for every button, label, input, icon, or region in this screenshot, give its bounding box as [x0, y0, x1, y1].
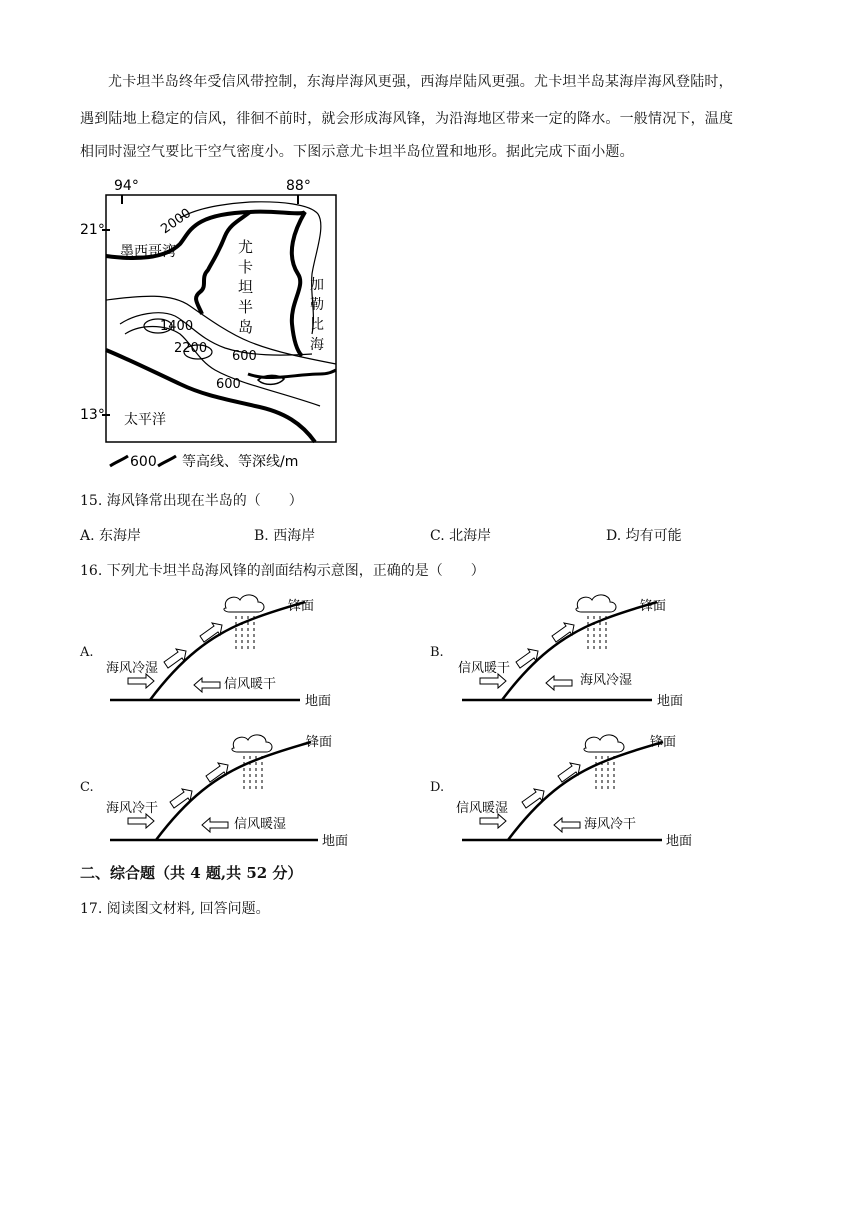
front-label: 锋面	[640, 599, 667, 614]
contour-label-2200: 2200	[174, 341, 208, 356]
rising-arrow-1-icon	[516, 649, 538, 668]
label-caribbean-1: 加	[310, 277, 324, 293]
coastline-south	[106, 350, 315, 442]
left-air-label: 海风冷干	[106, 801, 159, 816]
right-air-label: 海风冷湿	[580, 673, 633, 688]
contour-label-2000: 2000	[158, 205, 195, 238]
label-caribbean-4: 海	[310, 337, 324, 353]
right-arrow-icon	[554, 818, 580, 832]
front-label: 锋面	[306, 735, 333, 750]
front-label: 锋面	[650, 735, 677, 750]
contour-label-600a: 600	[232, 349, 257, 364]
q17-stem: 17. 阅读图文材料, 回答问题。	[80, 901, 270, 917]
ground-label: 地面	[657, 694, 684, 709]
left-air-label: 信风暖干	[458, 661, 511, 676]
right-air-label: 信风暖湿	[234, 817, 287, 832]
left-arrow-icon	[128, 674, 154, 688]
intro-line-1: 尤卡坦半岛终年受信风带控制，东海岸海风更强，西海岸陆风更强。尤卡坦半岛某海岸海风登陆时，	[108, 74, 733, 90]
front-diagram-c[interactable]	[100, 730, 360, 850]
q16-stem: 16. 下列尤卡坦半岛海风锋的剖面结构示意图，正确的是（ ）	[80, 563, 485, 579]
intro-line-3: 相同时湿空气要比干空气密度小。下图示意尤卡坦半岛位置和地形。据此完成下面小题。	[80, 144, 634, 160]
label-gulf-of-mexico: 墨西哥湾	[120, 244, 176, 260]
coastline-honduras	[248, 370, 336, 378]
contour-label-1400: 1400	[160, 319, 194, 334]
legend-thick-line	[110, 456, 128, 466]
ground-label: 地面	[666, 834, 693, 849]
label-caribbean-2: 勒	[310, 297, 324, 313]
right-arrow-icon	[202, 818, 228, 832]
legend-text: 等高线、等深线/m	[182, 454, 299, 470]
label-peninsula-1: 尤	[238, 238, 254, 256]
intro-line-2: 遇到陆地上稳定的信风，徘徊不前时，就会形成海风锋，为沿海地区带来一定的降水。一般情况下，温度	[80, 111, 734, 127]
q15-stem: 15. 海风锋常出现在半岛的（ ）	[80, 493, 303, 509]
rising-arrow-1-icon	[522, 789, 544, 808]
lat-13-label: 13°	[80, 407, 105, 423]
lat-21-label: 21°	[80, 222, 105, 238]
left-arrow-icon	[480, 674, 506, 688]
q15-option-b[interactable]: B. 西海岸	[254, 528, 316, 544]
cloud-icon	[232, 735, 272, 752]
rising-arrow-1-icon	[164, 649, 186, 668]
q16-option-a-letter[interactable]: A.	[80, 645, 94, 660]
lon-94-label: 94°	[114, 178, 139, 194]
map-frame	[106, 195, 336, 442]
ground-label: 地面	[305, 694, 332, 709]
contour-inner-a	[120, 313, 312, 355]
contour-inner-b	[125, 327, 320, 407]
cloud-icon	[576, 595, 616, 612]
label-peninsula-3: 坦	[238, 278, 254, 296]
contour-label-600b: 600	[216, 377, 241, 392]
ground-label: 地面	[322, 834, 349, 849]
front-label: 锋面	[288, 599, 315, 614]
lon-88-label: 88°	[286, 178, 311, 194]
front-diagram-d[interactable]	[452, 730, 712, 850]
right-arrow-icon	[194, 678, 220, 692]
q15-option-d[interactable]: D. 均有可能	[606, 528, 682, 544]
label-peninsula-5: 岛	[238, 318, 254, 336]
label-peninsula-2: 卡	[238, 258, 254, 276]
q15-option-a[interactable]: A. 东海岸	[80, 528, 142, 544]
cloud-icon	[224, 595, 264, 612]
q15-option-c[interactable]: C. 北海岸	[430, 528, 492, 544]
q16-option-d-letter[interactable]: D.	[430, 780, 445, 795]
cloud-icon	[584, 735, 624, 752]
legend-thick-line-2	[158, 456, 176, 466]
front-diagram-a[interactable]	[100, 590, 340, 710]
label-caribbean-3: 比	[310, 317, 324, 333]
left-arrow-icon	[128, 814, 154, 828]
right-air-label: 信风暖干	[224, 677, 277, 692]
legend-value: 600	[130, 454, 157, 470]
left-air-label: 信风暖湿	[456, 801, 509, 816]
label-pacific: 太平洋	[124, 412, 166, 428]
q16-option-b-letter[interactable]: B.	[430, 645, 444, 660]
q16-option-c-letter[interactable]: C.	[80, 780, 94, 795]
label-peninsula-4: 半	[238, 298, 254, 316]
yucatan-map	[80, 174, 360, 474]
right-arrow-icon	[546, 676, 572, 690]
left-arrow-icon	[480, 814, 506, 828]
front-diagram-b[interactable]	[452, 590, 692, 710]
section-2-heading: 二、综合题（共 4 题,共 52 分）	[80, 864, 303, 882]
rising-arrow-1-icon	[170, 789, 192, 808]
left-air-label: 海风冷湿	[106, 661, 159, 676]
right-air-label: 海风冷干	[584, 817, 637, 832]
